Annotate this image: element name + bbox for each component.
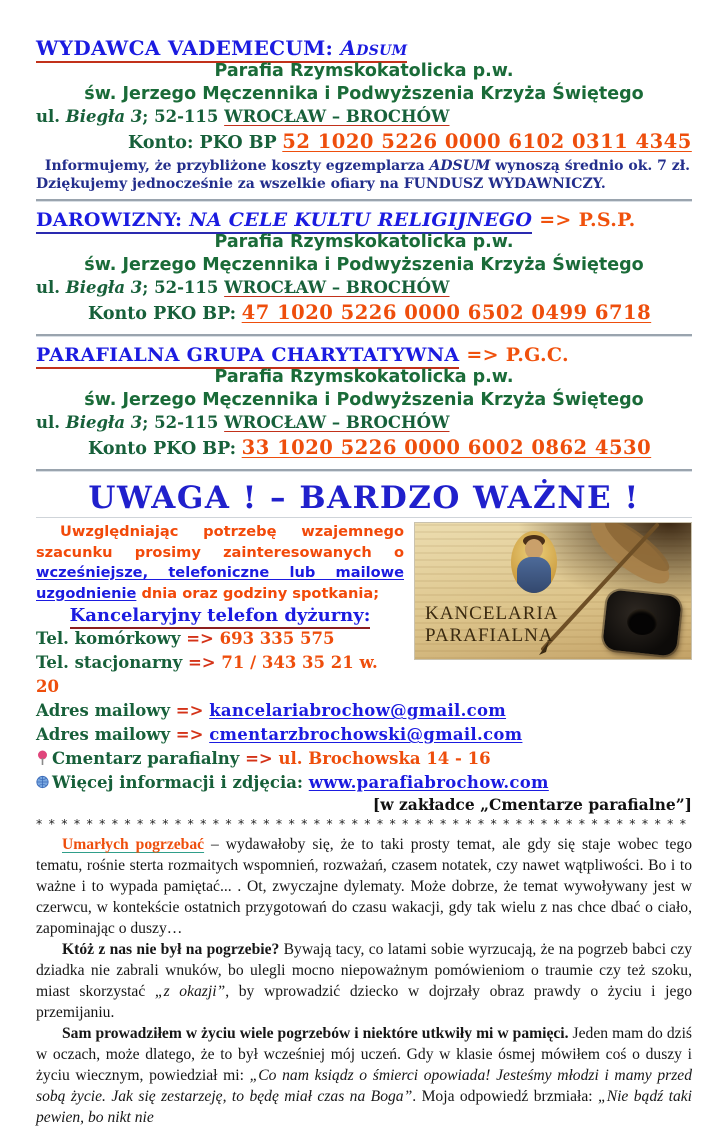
darowizny-title-text: DAROWIZNY:: [36, 209, 183, 231]
uwaga-text-orange-1: Uwzględniając potrzebę wzajemnego szacunku prosimy zainteresowanych o: [36, 523, 404, 561]
section-pgc-title: [36, 344, 692, 366]
konto-number-1: 52 1020 5226 0000 6102 0311 4345: [282, 130, 692, 153]
contact-row-email-1: [36, 699, 692, 723]
article-p1-text: – wydawałoby się, że to taki prosty temat, ale gdy się staje wobec tego tematu, rośnie sterta rozmaitych wspomnień, rozważań, czasem notatek, czy nawet wątpliwości. Bo i to ważne i to wypada pamiętać... . Ot, zwyczajne dylematy. Może dobrze, że temat wywoływany jest w czerwcu, w kontekście ostatnich przygotowań do czasu wakacji, gdy tak wielu z nas chce dbać o ciało, zapominając o duszy…: [36, 836, 692, 937]
article-p3-quote-b: „Nie bądź taki pewien, bo nikt nie: [36, 1088, 692, 1126]
kancelaria-photo: [414, 522, 692, 660]
address-prefix: ul.: [36, 107, 66, 126]
website-link[interactable]: www.parafiabrochow.com: [308, 773, 549, 792]
info1-adsum: ADSUM: [429, 158, 491, 174]
section-divider: [36, 334, 692, 337]
section-divider: [36, 469, 692, 472]
tel-mobile-number[interactable]: 693 335 575: [219, 629, 335, 648]
address-street: Biegła 3: [65, 278, 143, 297]
uwaga-text-orange-2: dnia oraz godziny spotkania;: [136, 584, 380, 602]
info-line-1: [36, 157, 692, 175]
caption-line-2: PARAFIALNA: [425, 625, 554, 646]
website-label: Więcej informacji i zdjęcia:: [52, 773, 303, 792]
info-line-2: Dziękujemy jednocześnie za wszelkie ofiary na FUNDUSZ WYDAWNICZY.: [36, 176, 606, 192]
email-link-cmentarz[interactable]: cmentarzbrochowski@gmail.com: [209, 725, 523, 744]
konto-label-3: Konto PKO BP:: [88, 439, 237, 459]
contact-row-mobile: [36, 627, 404, 651]
website-tab-note: [w zakładce „Cmentarze parafialne”]: [372, 795, 692, 814]
contact-row-website: [36, 771, 692, 795]
inkwell-icon: [602, 589, 682, 656]
caption-line-1: KANCELARIA: [425, 603, 559, 624]
article-p2-quote: „z okazji”: [154, 983, 226, 1000]
darowizny-title-em: NA CELE KULTU RELIGIJNEGO: [189, 209, 533, 231]
section-divider: [36, 199, 692, 202]
parish-name-line2: św. Jerzego Męczennika i Podwyższenia Krzyża Świętego: [84, 390, 644, 410]
address-street: Biegła 3: [65, 107, 143, 126]
section-darowizny-title: [36, 209, 692, 231]
address-city: WROCŁAW – BROCHÓW: [224, 278, 450, 297]
contact-row-email-2: [36, 723, 692, 747]
globe-icon: [36, 774, 49, 790]
map-pin-icon: [36, 750, 49, 766]
konto-number-2: 47 1020 5226 0000 6502 0499 6718: [241, 301, 652, 324]
article-paragraph-3: [36, 1023, 692, 1128]
info1-pre: Informujemy, że przybliżone koszty egzemplarza: [44, 158, 430, 174]
address-prefix: ul.: [36, 413, 66, 432]
tel-landline-label: Tel. stacjonarny: [36, 653, 183, 672]
uwaga-text-blue: wcześniejsze, telefoniczne lub mailowe uzgodnienie: [36, 564, 404, 602]
address-prefix: ul.: [36, 278, 66, 297]
konto-label-2: Konto PKO BP:: [88, 304, 237, 324]
cemetery-address: ul. Brochowska 14 - 16: [278, 749, 491, 768]
cemetery-label: Cmentarz parafialny: [52, 749, 240, 768]
info1-post: wynoszą średnio ok. 7 zł.: [490, 158, 690, 174]
wydawca-title-text: WYDAWCA VADEMECUM:: [36, 36, 334, 60]
uwaga-left-column: [36, 522, 404, 699]
tel-landline-number[interactable]: 71 / 343 35 21 w. 20: [36, 653, 378, 696]
uwaga-heading: UWAGA ! – BARDZO WAŻNE !: [36, 479, 692, 518]
arrow-symbol: =>: [245, 749, 273, 768]
article-p3-text-b: . Moja odpowiedź brzmiała:: [412, 1088, 599, 1105]
tel-mobile-label: Tel. komórkowy: [36, 629, 181, 648]
uwaga-columns: [36, 522, 692, 699]
wydawca-title-abbr: Adsum: [340, 36, 408, 60]
address-city: WROCŁAW – BROCHÓW: [224, 413, 450, 432]
parish-name-line1: Parafia Rzymskokatolicka p.w.: [214, 367, 514, 387]
parish-name-line2: św. Jerzego Męczennika i Podwyższenia Krzyża Świętego: [84, 84, 644, 104]
contact-row-cemetery: [36, 747, 692, 771]
article-paragraph-2: [36, 939, 692, 1023]
parish-name-line1: Parafia Rzymskokatolicka p.w.: [214, 232, 514, 252]
email-link-kancelaria[interactable]: kancelariabrochow@gmail.com: [209, 701, 507, 720]
konto-row-2: [36, 299, 692, 328]
parish-address: [36, 412, 692, 434]
arrow-symbol: =>: [186, 629, 214, 648]
parish-address: [36, 277, 692, 299]
article-p2-text-a: Bywają tacy, co latami sobie wyrzucają, że na pogrzeb babci czy dziadka nie zabrali wnuków, bo ulegli mocno niepoważnym pomówieniom o traumie czy też szoku, miast skorzystać: [36, 941, 693, 1000]
address-street: Biegła 3: [65, 413, 143, 432]
article-p3-quote-a: „Co nam ksiądz o śmierci opowiada! Jesteśmy młodzi i mamy przed sobą życie. Jak się zestarzeję, to będę miał czas na Boga”: [36, 1067, 692, 1105]
arrow-symbol: =>: [175, 725, 204, 744]
section-wydawca: [36, 36, 692, 193]
konto-number-3: 33 1020 5226 0000 6002 0862 4530: [241, 436, 652, 459]
arrow-symbol: =>: [175, 701, 204, 720]
section-grupa-charytatywna: [36, 344, 692, 463]
pgc-title-text: PARAFIALNA GRUPA CHARYTATYWNA: [36, 344, 460, 366]
tel-header: [36, 604, 404, 627]
pgc-abbr: P.G.C.: [505, 344, 569, 366]
email-label-2: Adres mailowy: [36, 725, 171, 744]
article-p3-lead: Sam prowadziłem w życiu wiele pogrzebów i niektóre utkwiły mi w pamięci.: [62, 1025, 569, 1042]
article-p2-lead: Któż z nas nie był na pogrzebie?: [62, 941, 280, 958]
darowizny-abbr: P.S.P.: [578, 209, 636, 231]
tel-header-text: Kancelaryjny telefon dyżurny:: [70, 605, 371, 629]
article-p2-text-b: , by wprowadzić dziecko w dojrzały obraz prawdy o życiu i jego przemijaniu.: [36, 983, 693, 1021]
address-postal: ; 52-115: [142, 107, 225, 126]
contact-row-landline: [36, 651, 404, 699]
article-p1-lead: Umarłych pogrzebać: [62, 836, 205, 853]
arrow-symbol: =>: [187, 653, 216, 672]
parish-name-line2: św. Jerzego Męczennika i Podwyższenia Krzyża Świętego: [84, 255, 644, 275]
stars-separator: * * * * * * * * * * * * * * * * * * * * * * * * * * * * * * * * * * * * * * * * * * * * * * * * * * * *: [36, 816, 688, 831]
kancelaria-caption: [425, 603, 559, 647]
konto-row-3: [36, 434, 692, 463]
christ-icon: [511, 531, 557, 593]
uwaga-paragraph: [36, 522, 404, 604]
section-wydawca-title: [36, 36, 692, 60]
parish-name-line1: Parafia Rzymskokatolicka p.w.: [214, 61, 514, 81]
section-darowizny: [36, 209, 692, 328]
address-postal: ; 52-115: [142, 278, 225, 297]
darowizny-arrow: =>: [539, 209, 572, 231]
article-paragraph-1: [36, 834, 692, 939]
email-label-1: Adres mailowy: [36, 701, 171, 720]
pgc-arrow: =>: [466, 344, 499, 366]
address-postal: ; 52-115: [142, 413, 225, 432]
konto-label-1: Konto: PKO BP: [128, 133, 277, 153]
parish-address: [36, 106, 692, 128]
article-p3-text-a: Jeden mam do dziś w oczach, może dlatego, że to był wcześniej mój uczeń. Gdy w klasie ósmej mówiłem coś o duszy i życiu wiecznym, powiedział mi:: [36, 1025, 692, 1084]
address-city: WROCŁAW – BROCHÓW: [224, 107, 450, 126]
article-body: [36, 834, 692, 1128]
konto-row-1: [36, 128, 692, 157]
